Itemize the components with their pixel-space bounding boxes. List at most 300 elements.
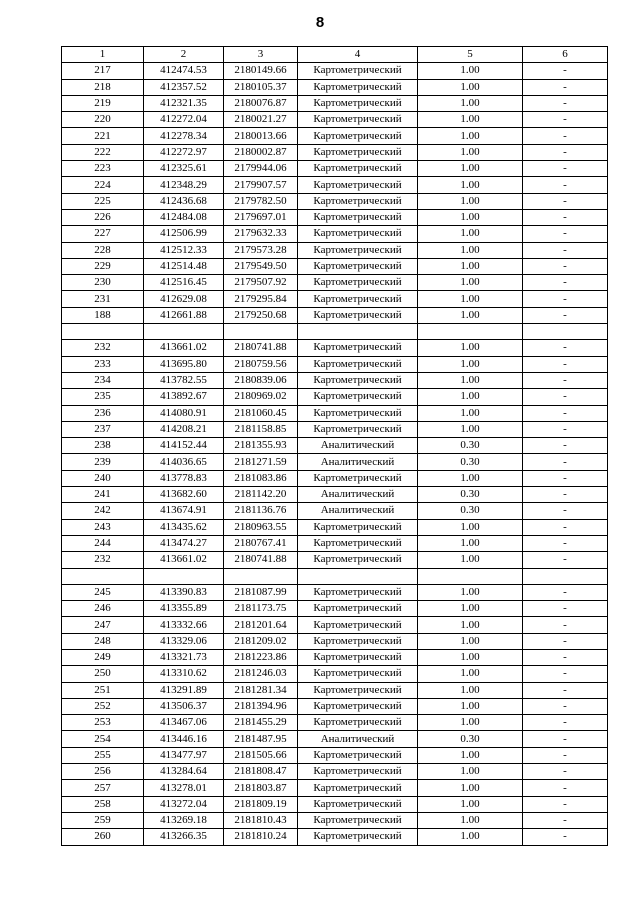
table-row [62, 128, 608, 144]
accuracy-cell: 1.00 [418, 372, 523, 388]
y-coordinate-cell: 2180076.87 [224, 95, 298, 111]
table-row [62, 275, 608, 291]
point-number-cell: 222 [62, 144, 144, 160]
accuracy-cell: 0.30 [418, 438, 523, 454]
point-number-cell: 260 [62, 829, 144, 845]
table-row [62, 568, 608, 584]
x-coordinate-cell: 413695.80 [144, 356, 224, 372]
point-number-cell: 258 [62, 796, 144, 812]
table-row [62, 209, 608, 225]
method-cell: Аналитический [298, 731, 418, 747]
description-cell: - [523, 112, 608, 128]
x-coordinate-cell: 412436.68 [144, 193, 224, 209]
table-row [62, 226, 608, 242]
point-number-cell: 226 [62, 209, 144, 225]
y-coordinate-cell: 2181246.03 [224, 666, 298, 682]
accuracy-cell: 1.00 [418, 633, 523, 649]
accuracy-cell: 1.00 [418, 405, 523, 421]
method-cell [298, 568, 418, 584]
point-number-cell: 229 [62, 258, 144, 274]
accuracy-cell: 1.00 [418, 829, 523, 845]
table-row [62, 291, 608, 307]
y-coordinate-cell: 2181803.87 [224, 780, 298, 796]
y-coordinate-cell: 2181394.96 [224, 698, 298, 714]
y-coordinate-cell: 2180741.88 [224, 552, 298, 568]
method-cell: Картометрический [298, 144, 418, 160]
y-coordinate-cell: 2181060.45 [224, 405, 298, 421]
y-coordinate-cell: 2181223.86 [224, 649, 298, 665]
accuracy-cell: 1.00 [418, 242, 523, 258]
table-row [62, 698, 608, 714]
x-coordinate-cell: 413682.60 [144, 487, 224, 503]
table-row [62, 764, 608, 780]
method-cell: Картометрический [298, 584, 418, 600]
accuracy-cell: 1.00 [418, 780, 523, 796]
x-coordinate-cell: 413266.35 [144, 829, 224, 845]
table-row [62, 552, 608, 568]
table-row [62, 63, 608, 79]
description-cell: - [523, 258, 608, 274]
x-coordinate-cell: 413355.89 [144, 601, 224, 617]
accuracy-cell: 1.00 [418, 519, 523, 535]
method-cell: Картометрический [298, 79, 418, 95]
method-cell: Картометрический [298, 682, 418, 698]
point-number-cell: 219 [62, 95, 144, 111]
page-number: 8 [315, 14, 325, 31]
description-cell: - [523, 601, 608, 617]
point-number-cell: 242 [62, 503, 144, 519]
point-number-cell: 223 [62, 161, 144, 177]
description-cell: - [523, 731, 608, 747]
method-cell: Картометрический [298, 258, 418, 274]
point-number-cell: 256 [62, 764, 144, 780]
method-cell: Картометрический [298, 128, 418, 144]
y-coordinate-cell: 2180767.41 [224, 535, 298, 551]
description-cell: - [523, 95, 608, 111]
table-row [62, 812, 608, 828]
y-coordinate-cell: 2181808.47 [224, 764, 298, 780]
y-coordinate-cell: 2181809.19 [224, 796, 298, 812]
method-cell: Картометрический [298, 829, 418, 845]
description-cell: - [523, 389, 608, 405]
x-coordinate-cell: 413782.55 [144, 372, 224, 388]
accuracy-cell [418, 568, 523, 584]
description-cell: - [523, 682, 608, 698]
accuracy-cell: 1.00 [418, 95, 523, 111]
point-number-cell: 236 [62, 405, 144, 421]
accuracy-cell: 1.00 [418, 747, 523, 763]
point-number-cell: 248 [62, 633, 144, 649]
table-row [62, 438, 608, 454]
point-number-cell: 231 [62, 291, 144, 307]
table-row [62, 242, 608, 258]
accuracy-cell: 1.00 [418, 552, 523, 568]
x-coordinate-cell: 412357.52 [144, 79, 224, 95]
description-cell: - [523, 438, 608, 454]
description-cell: - [523, 535, 608, 551]
accuracy-cell: 1.00 [418, 535, 523, 551]
x-coordinate-cell: 413435.62 [144, 519, 224, 535]
y-coordinate-cell: 2180021.27 [224, 112, 298, 128]
table-row [62, 519, 608, 535]
x-coordinate-cell: 412629.08 [144, 291, 224, 307]
y-coordinate-cell: 2179907.57 [224, 177, 298, 193]
table-header [62, 47, 608, 63]
y-coordinate-cell: 2181281.34 [224, 682, 298, 698]
table-row [62, 682, 608, 698]
x-coordinate-cell: 413272.04 [144, 796, 224, 812]
y-coordinate-cell: 2179250.68 [224, 307, 298, 323]
description-cell: - [523, 226, 608, 242]
table-row [62, 258, 608, 274]
method-cell: Картометрический [298, 666, 418, 682]
x-coordinate-cell [144, 324, 224, 340]
y-coordinate-cell: 2181173.75 [224, 601, 298, 617]
point-number-cell: 220 [62, 112, 144, 128]
method-cell: Картометрический [298, 421, 418, 437]
accuracy-cell: 1.00 [418, 161, 523, 177]
table-row [62, 487, 608, 503]
y-coordinate-cell: 2180741.88 [224, 340, 298, 356]
accuracy-cell: 1.00 [418, 340, 523, 356]
table-row [62, 307, 608, 323]
x-coordinate-cell: 413474.27 [144, 535, 224, 551]
y-coordinate-cell: 2179573.28 [224, 242, 298, 258]
point-number-cell: 232 [62, 340, 144, 356]
method-cell: Картометрический [298, 177, 418, 193]
accuracy-cell: 1.00 [418, 112, 523, 128]
method-cell: Картометрический [298, 519, 418, 535]
x-coordinate-cell: 414036.65 [144, 454, 224, 470]
table-row [62, 79, 608, 95]
x-coordinate-cell: 413467.06 [144, 715, 224, 731]
accuracy-cell: 1.00 [418, 144, 523, 160]
point-number-cell: 224 [62, 177, 144, 193]
point-number-cell: 252 [62, 698, 144, 714]
point-number-cell: 234 [62, 372, 144, 388]
y-coordinate-cell: 2181087.99 [224, 584, 298, 600]
accuracy-cell: 1.00 [418, 389, 523, 405]
method-cell: Картометрический [298, 601, 418, 617]
x-coordinate-cell: 412272.04 [144, 112, 224, 128]
x-coordinate-cell: 413506.37 [144, 698, 224, 714]
table-row [62, 112, 608, 128]
y-coordinate-cell: 2181083.86 [224, 470, 298, 486]
y-coordinate-cell: 2180002.87 [224, 144, 298, 160]
method-cell: Аналитический [298, 454, 418, 470]
x-coordinate-cell: 413310.62 [144, 666, 224, 682]
description-cell: - [523, 128, 608, 144]
y-coordinate-cell: 2181505.66 [224, 747, 298, 763]
accuracy-cell: 1.00 [418, 764, 523, 780]
y-coordinate-cell [224, 568, 298, 584]
header-col-4: 4 [298, 47, 418, 63]
y-coordinate-cell: 2179507.92 [224, 275, 298, 291]
method-cell [298, 324, 418, 340]
description-cell: - [523, 79, 608, 95]
table-row [62, 144, 608, 160]
point-number-cell: 235 [62, 389, 144, 405]
method-cell: Картометрический [298, 95, 418, 111]
description-cell: - [523, 780, 608, 796]
y-coordinate-cell: 2181271.59 [224, 454, 298, 470]
table-row [62, 389, 608, 405]
accuracy-cell: 1.00 [418, 649, 523, 665]
accuracy-cell: 1.00 [418, 193, 523, 209]
accuracy-cell: 1.00 [418, 177, 523, 193]
point-number-cell: 245 [62, 584, 144, 600]
method-cell: Аналитический [298, 503, 418, 519]
y-coordinate-cell: 2180839.06 [224, 372, 298, 388]
method-cell: Картометрический [298, 764, 418, 780]
description-cell: - [523, 421, 608, 437]
y-coordinate-cell: 2181455.29 [224, 715, 298, 731]
x-coordinate-cell: 413390.83 [144, 584, 224, 600]
point-number-cell: 253 [62, 715, 144, 731]
description-cell: - [523, 633, 608, 649]
point-number-cell: 250 [62, 666, 144, 682]
description-cell: - [523, 617, 608, 633]
point-number-cell: 230 [62, 275, 144, 291]
x-coordinate-cell [144, 568, 224, 584]
description-cell: - [523, 275, 608, 291]
point-number-cell: 227 [62, 226, 144, 242]
header-col-5: 5 [418, 47, 523, 63]
accuracy-cell: 1.00 [418, 307, 523, 323]
method-cell: Картометрический [298, 649, 418, 665]
table-row [62, 421, 608, 437]
method-cell: Картометрический [298, 242, 418, 258]
table-row [62, 747, 608, 763]
x-coordinate-cell: 412278.34 [144, 128, 224, 144]
method-cell: Картометрический [298, 747, 418, 763]
method-cell: Картометрический [298, 470, 418, 486]
method-cell: Картометрический [298, 617, 418, 633]
x-coordinate-cell: 412474.53 [144, 63, 224, 79]
y-coordinate-cell: 2181142.20 [224, 487, 298, 503]
table-row [62, 649, 608, 665]
point-number-cell: 246 [62, 601, 144, 617]
point-number-cell [62, 324, 144, 340]
description-cell: - [523, 454, 608, 470]
description-cell: - [523, 307, 608, 323]
method-cell: Картометрический [298, 780, 418, 796]
x-coordinate-cell: 412348.29 [144, 177, 224, 193]
y-coordinate-cell: 2180105.37 [224, 79, 298, 95]
y-coordinate-cell: 2181158.85 [224, 421, 298, 437]
point-number-cell: 255 [62, 747, 144, 763]
description-cell: - [523, 764, 608, 780]
method-cell: Картометрический [298, 340, 418, 356]
point-number-cell [62, 568, 144, 584]
description-cell: - [523, 144, 608, 160]
accuracy-cell: 1.00 [418, 275, 523, 291]
description-cell: - [523, 372, 608, 388]
accuracy-cell: 1.00 [418, 812, 523, 828]
y-coordinate-cell: 2180759.56 [224, 356, 298, 372]
table-row [62, 95, 608, 111]
x-coordinate-cell: 413291.89 [144, 682, 224, 698]
point-number-cell: 233 [62, 356, 144, 372]
method-cell: Картометрический [298, 356, 418, 372]
accuracy-cell: 1.00 [418, 666, 523, 682]
x-coordinate-cell: 412516.45 [144, 275, 224, 291]
x-coordinate-cell: 413661.02 [144, 340, 224, 356]
x-coordinate-cell: 412325.61 [144, 161, 224, 177]
table-row [62, 356, 608, 372]
point-number-cell: 244 [62, 535, 144, 551]
table-row [62, 405, 608, 421]
accuracy-cell: 1.00 [418, 356, 523, 372]
y-coordinate-cell: 2180969.02 [224, 389, 298, 405]
point-number-cell: 247 [62, 617, 144, 633]
description-cell: - [523, 340, 608, 356]
method-cell: Картометрический [298, 161, 418, 177]
description-cell: - [523, 177, 608, 193]
x-coordinate-cell: 413674.91 [144, 503, 224, 519]
description-cell: - [523, 356, 608, 372]
y-coordinate-cell: 2179295.84 [224, 291, 298, 307]
y-coordinate-cell: 2179944.06 [224, 161, 298, 177]
method-cell: Картометрический [298, 63, 418, 79]
point-number-cell: 217 [62, 63, 144, 79]
description-cell: - [523, 63, 608, 79]
method-cell: Картометрический [298, 796, 418, 812]
point-number-cell: 218 [62, 79, 144, 95]
x-coordinate-cell: 413321.73 [144, 649, 224, 665]
point-number-cell: 188 [62, 307, 144, 323]
x-coordinate-cell: 412512.33 [144, 242, 224, 258]
x-coordinate-cell: 413892.67 [144, 389, 224, 405]
description-cell: - [523, 715, 608, 731]
method-cell: Картометрический [298, 389, 418, 405]
table-row [62, 177, 608, 193]
point-number-cell: 243 [62, 519, 144, 535]
x-coordinate-cell: 414208.21 [144, 421, 224, 437]
description-cell: - [523, 487, 608, 503]
description-cell: - [523, 519, 608, 535]
table-row [62, 535, 608, 551]
x-coordinate-cell: 412272.97 [144, 144, 224, 160]
x-coordinate-cell: 412506.99 [144, 226, 224, 242]
description-cell: - [523, 193, 608, 209]
point-number-cell: 239 [62, 454, 144, 470]
table-body [62, 63, 608, 845]
accuracy-cell: 1.00 [418, 226, 523, 242]
description-cell: - [523, 649, 608, 665]
y-coordinate-cell: 2181209.02 [224, 633, 298, 649]
table-row [62, 454, 608, 470]
x-coordinate-cell: 413446.16 [144, 731, 224, 747]
table-row [62, 372, 608, 388]
point-number-cell: 225 [62, 193, 144, 209]
method-cell: Картометрический [298, 112, 418, 128]
x-coordinate-cell: 413661.02 [144, 552, 224, 568]
table-row [62, 829, 608, 845]
x-coordinate-cell: 414080.91 [144, 405, 224, 421]
table-row [62, 633, 608, 649]
y-coordinate-cell: 2180149.66 [224, 63, 298, 79]
method-cell: Картометрический [298, 275, 418, 291]
table-row [62, 161, 608, 177]
accuracy-cell: 1.00 [418, 63, 523, 79]
accuracy-cell: 1.00 [418, 584, 523, 600]
method-cell: Картометрический [298, 715, 418, 731]
y-coordinate-cell: 2181355.93 [224, 438, 298, 454]
x-coordinate-cell: 412321.35 [144, 95, 224, 111]
table-row [62, 340, 608, 356]
x-coordinate-cell: 412661.88 [144, 307, 224, 323]
description-cell [523, 324, 608, 340]
point-number-cell: 238 [62, 438, 144, 454]
accuracy-cell: 1.00 [418, 698, 523, 714]
x-coordinate-cell: 413332.66 [144, 617, 224, 633]
table-row [62, 193, 608, 209]
description-cell: - [523, 161, 608, 177]
x-coordinate-cell: 412514.48 [144, 258, 224, 274]
point-number-cell: 251 [62, 682, 144, 698]
y-coordinate-cell: 2181810.24 [224, 829, 298, 845]
description-cell: - [523, 405, 608, 421]
accuracy-cell: 0.30 [418, 487, 523, 503]
accuracy-cell [418, 324, 523, 340]
description-cell: - [523, 666, 608, 682]
table-row [62, 715, 608, 731]
method-cell: Картометрический [298, 633, 418, 649]
y-coordinate-cell: 2180963.55 [224, 519, 298, 535]
table-row [62, 470, 608, 486]
header-col-3: 3 [224, 47, 298, 63]
x-coordinate-cell: 413477.97 [144, 747, 224, 763]
description-cell: - [523, 747, 608, 763]
table-row [62, 796, 608, 812]
header-row [62, 47, 608, 63]
accuracy-cell: 1.00 [418, 258, 523, 274]
method-cell: Картометрический [298, 372, 418, 388]
description-cell: - [523, 698, 608, 714]
table-row [62, 780, 608, 796]
point-number-cell: 241 [62, 487, 144, 503]
accuracy-cell: 1.00 [418, 291, 523, 307]
table-row [62, 584, 608, 600]
table-row [62, 617, 608, 633]
x-coordinate-cell: 413778.83 [144, 470, 224, 486]
y-coordinate-cell: 2179632.33 [224, 226, 298, 242]
method-cell: Картометрический [298, 307, 418, 323]
point-number-cell: 228 [62, 242, 144, 258]
point-number-cell: 221 [62, 128, 144, 144]
table-row [62, 666, 608, 682]
method-cell: Картометрический [298, 209, 418, 225]
y-coordinate-cell: 2181810.43 [224, 812, 298, 828]
y-coordinate-cell: 2179697.01 [224, 209, 298, 225]
method-cell: Аналитический [298, 487, 418, 503]
accuracy-cell: 0.30 [418, 731, 523, 747]
table-row [62, 324, 608, 340]
method-cell: Картометрический [298, 812, 418, 828]
y-coordinate-cell: 2181136.76 [224, 503, 298, 519]
method-cell: Картометрический [298, 193, 418, 209]
table-row [62, 503, 608, 519]
description-cell: - [523, 796, 608, 812]
y-coordinate-cell: 2179782.50 [224, 193, 298, 209]
x-coordinate-cell: 413284.64 [144, 764, 224, 780]
point-number-cell: 240 [62, 470, 144, 486]
y-coordinate-cell [224, 324, 298, 340]
point-number-cell: 254 [62, 731, 144, 747]
method-cell: Картометрический [298, 535, 418, 551]
method-cell: Картометрический [298, 226, 418, 242]
